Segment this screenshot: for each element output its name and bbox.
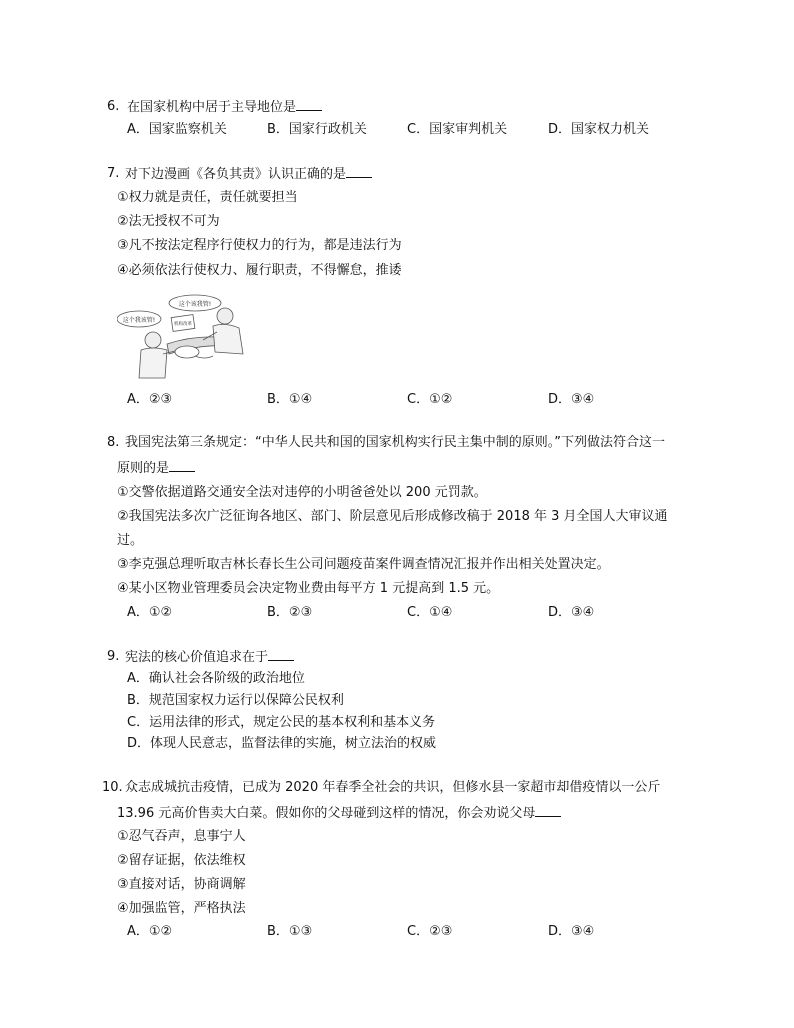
question-stem: 在国家机构中居于主导地位是 — [127, 100, 297, 115]
question-stem-line — [127, 98, 322, 117]
statement-3: ③凡不按法定程序行使权力的行为，都是违法行为 — [117, 238, 402, 253]
option-c: C．②③ — [407, 924, 453, 939]
statement-2: ②留存证据，依法维权 — [117, 853, 246, 868]
option-a: A．①② — [127, 924, 173, 939]
question-stem-line-1: 我国宪法第三条规定：“中华人民共和国的国家机构实行民主集中制的原则。”下列做法符合这一 — [125, 435, 665, 450]
statement-3: ③李克强总理听取吉林长春长生公司问题疫苗案件调查情况汇报并作出相关处置决定。 — [117, 557, 610, 572]
statement-2: ②我国宪法多次广泛征询各地区、部门、阶层意见后形成修改稿于 2018 年 3 月全国人大审议通 — [117, 509, 668, 524]
statement-2-cont: 过。 — [117, 533, 144, 548]
option-c: C．①④ — [407, 605, 453, 620]
answer-blank — [296, 98, 322, 111]
question-number: 7. — [107, 166, 120, 181]
option-b: B．国家行政机关 — [267, 122, 367, 137]
option-a: A．国家监察机关 — [127, 122, 227, 137]
question-stem-line-2 — [117, 459, 195, 478]
question-number: 9. — [107, 649, 120, 664]
cartoon-sign: 机构改革 — [174, 322, 192, 327]
option-d: D．③④ — [548, 924, 595, 939]
statement-2: ②法无授权不可为 — [117, 214, 220, 229]
answer-blank — [346, 165, 372, 178]
question-number: 8. — [107, 435, 120, 450]
option-c: C．①② — [407, 392, 453, 407]
option-b: B．①③ — [267, 924, 313, 939]
question-number: 10. — [102, 780, 123, 795]
question-stem: 对下边漫画《各负其责》认识正确的是 — [125, 167, 347, 182]
question-stem: 宪法的核心价值追求在于 — [125, 650, 269, 665]
option-d: D．体现人民意志，监督法律的实施，树立法治的权威 — [127, 736, 437, 751]
option-d: D．③④ — [548, 605, 595, 620]
statement-4: ④加强监管，严格执法 — [117, 901, 246, 916]
answer-blank — [535, 804, 561, 817]
statement-4: ④某小区物业管理委员会决定物业费由每平方 1 元提高到 1.5 元。 — [117, 581, 500, 596]
statement-3: ③直接对话，协商调解 — [117, 877, 246, 892]
statement-1: ①忍气吞声，息事宁人 — [117, 829, 246, 844]
cartoon-image — [117, 294, 253, 384]
cartoon-bubble-right: 这个该我管! — [178, 301, 212, 308]
question-stem: 13.96 元高价售卖大白菜。假如你的父母碰到这样的情况，你会劝说父母 — [117, 806, 536, 821]
answer-blank — [169, 459, 195, 472]
statement-4: ④必须依法行使权力、履行职责，不得懈怠，推诿 — [117, 263, 402, 278]
option-c: C．国家审判机关 — [407, 122, 508, 137]
option-b: B．①④ — [267, 392, 313, 407]
option-a: A．①② — [127, 605, 173, 620]
option-c: C．运用法律的形式，规定公民的基本权利和基本义务 — [127, 715, 436, 730]
option-d: D．国家权力机关 — [548, 122, 650, 137]
option-b: B．规范国家权力运行以保障公民权利 — [127, 693, 344, 708]
option-b: B．②③ — [267, 605, 313, 620]
question-stem-line — [125, 165, 372, 184]
option-a: A．②③ — [127, 392, 173, 407]
statement-1: ①权力就是责任，责任就要担当 — [117, 190, 298, 205]
question-number: 6. — [107, 99, 120, 114]
option-d: D．③④ — [548, 392, 595, 407]
option-a: A．确认社会各阶级的政治地位 — [127, 671, 305, 686]
statement-1: ①交警依据道路交通安全法对违停的小明爸爸处以 200 元罚款。 — [117, 485, 487, 500]
cartoon-bubble-left: 这个我该管! — [122, 317, 156, 324]
question-stem-line-2 — [117, 804, 561, 823]
question-stem-line — [125, 648, 294, 667]
question-stem: 原则的是 — [117, 461, 170, 476]
answer-blank — [268, 648, 294, 661]
question-stem-line-1: 众志成城抗击疫情，已成为 2020 年春季全社会的共识，但修水县一家超市却借疫情以一公斤 — [125, 780, 661, 795]
